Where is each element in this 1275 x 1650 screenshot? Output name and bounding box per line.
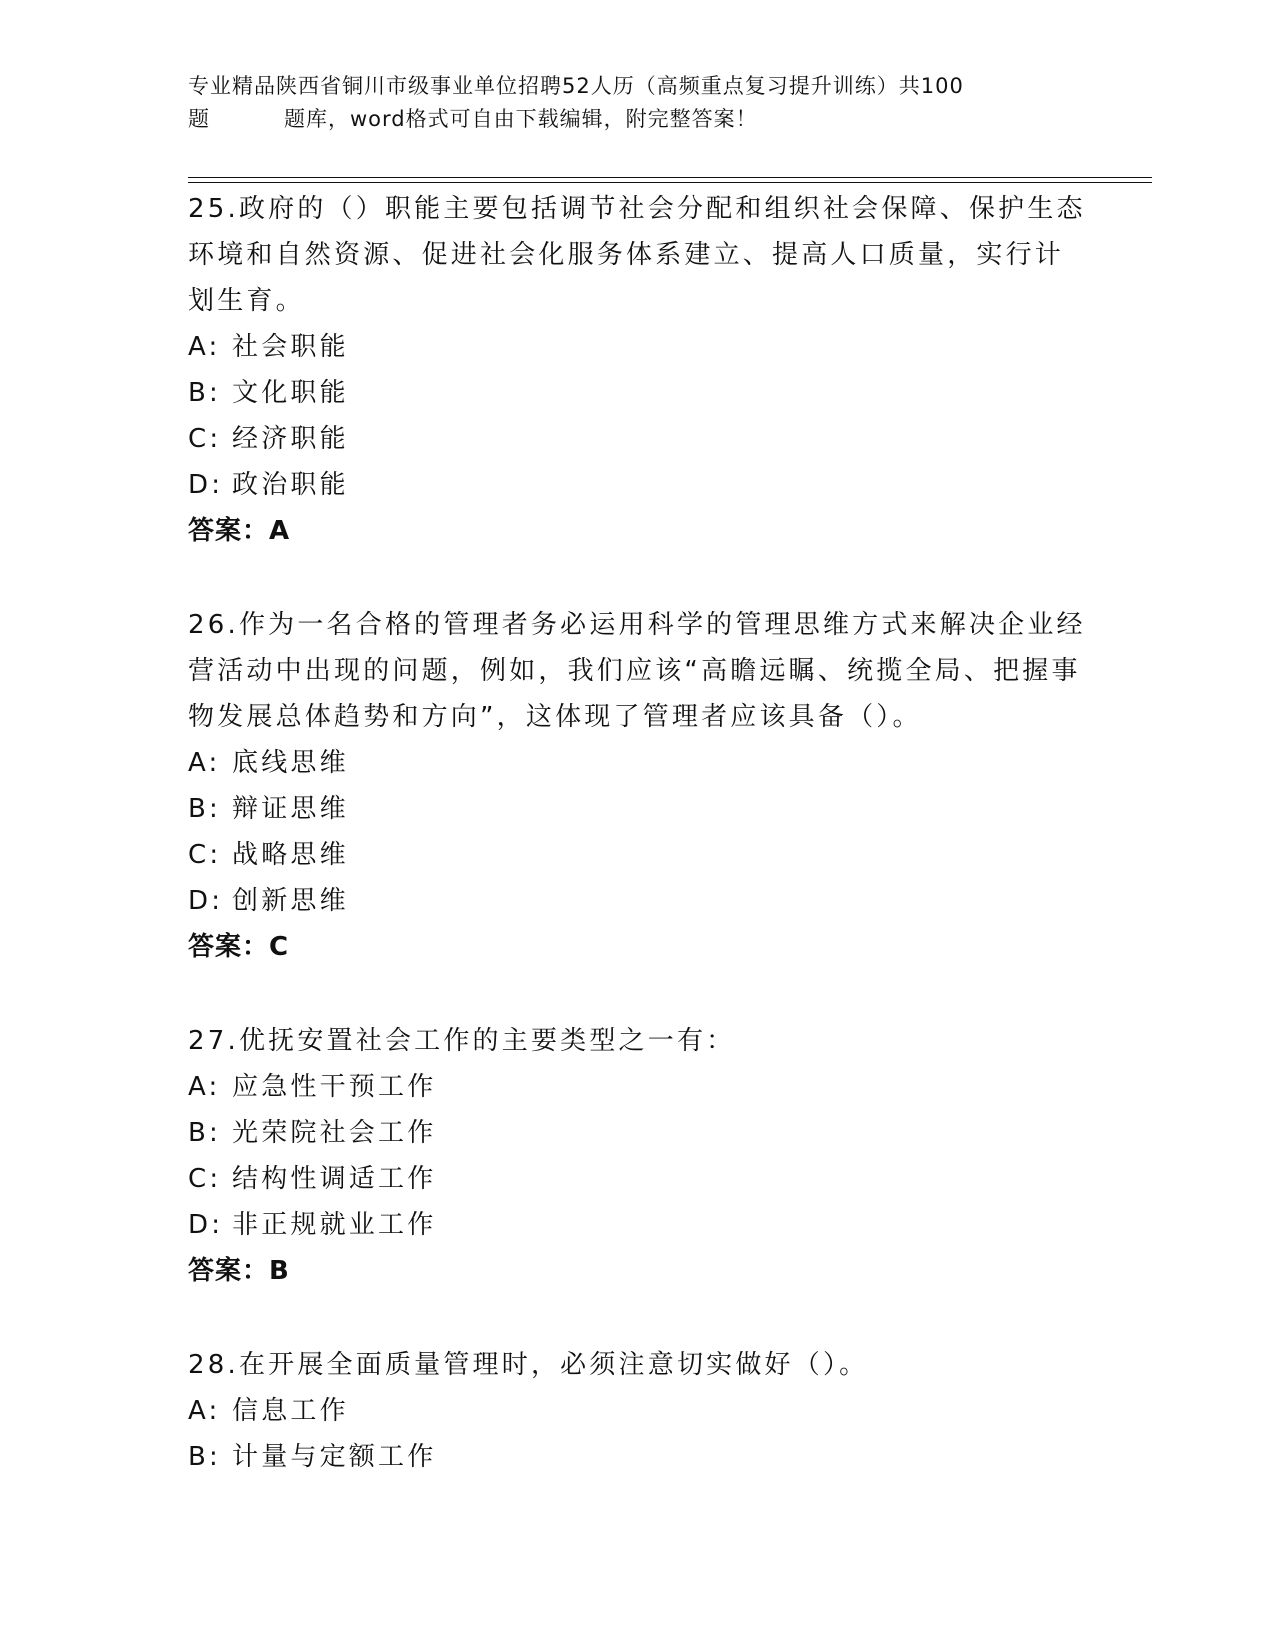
- option-text: 结构性调适工作: [232, 1164, 437, 1194]
- option-letter: A:: [188, 332, 221, 362]
- option-letter: A:: [188, 1396, 221, 1426]
- option-text: 经济职能: [232, 424, 349, 454]
- option-text: 底线思维: [232, 748, 349, 778]
- option-letter: B:: [188, 378, 221, 408]
- option-b: [188, 1434, 1088, 1480]
- option-letter: A:: [188, 748, 221, 778]
- option-text: 非正规就业工作: [232, 1210, 437, 1240]
- question-25: [188, 186, 1088, 554]
- option-text: 辩证思维: [232, 794, 349, 824]
- option-letter: D:: [188, 470, 224, 500]
- option-letter: D:: [188, 886, 224, 916]
- option-text: 政治职能: [232, 470, 349, 500]
- option-b: [188, 1110, 1088, 1156]
- question-text: 28.在开展全面质量管理时，必须注意切实做好（）。: [188, 1350, 869, 1380]
- answer-line: 答案：B: [188, 1256, 290, 1286]
- header-divider-bottom: [188, 182, 1152, 183]
- question-26: [188, 602, 1088, 970]
- option-a: [188, 1064, 1088, 1110]
- option-a: [188, 740, 1088, 786]
- option-letter: C:: [188, 840, 222, 870]
- option-letter: D:: [188, 1210, 224, 1240]
- option-b: [188, 786, 1088, 832]
- question-text: 25.政府的（）职能主要包括调节社会分配和组织社会保障、保护生态环境和自然资源、促进社会化服务体系建立、提高人口质量，实行计划生育。: [188, 194, 1086, 316]
- option-b: [188, 370, 1088, 416]
- option-c: [188, 832, 1088, 878]
- option-c: [188, 416, 1088, 462]
- header-title-text: 专业精品陕西省铜川市级事业单位招聘52人历（高频重点复习提升训练）共100: [188, 74, 964, 98]
- option-text: 计量与定额工作: [232, 1442, 437, 1472]
- option-text: 应急性干预工作: [232, 1072, 437, 1102]
- option-a: [188, 1388, 1088, 1434]
- option-a: [188, 324, 1088, 370]
- header-line-2: [188, 103, 1068, 136]
- option-text: 战略思维: [232, 840, 349, 870]
- option-letter: C:: [188, 424, 222, 454]
- option-text: 信息工作: [232, 1396, 349, 1426]
- answer-line: 答案：C: [188, 932, 290, 962]
- answer-line: 答案：A: [188, 516, 291, 546]
- option-d: [188, 878, 1088, 924]
- header-line-1: [188, 70, 1068, 103]
- option-letter: B:: [188, 1442, 221, 1472]
- header-divider-top: [188, 177, 1152, 178]
- option-letter: C:: [188, 1164, 222, 1194]
- document-header: [188, 70, 1068, 136]
- question-text: 27.优抚安置社会工作的主要类型之一有：: [188, 1026, 736, 1056]
- option-d: [188, 462, 1088, 508]
- question-27: [188, 1018, 1088, 1294]
- option-text: 光荣院社会工作: [232, 1118, 437, 1148]
- option-text: 社会职能: [232, 332, 349, 362]
- option-c: [188, 1156, 1088, 1202]
- question-list: [188, 186, 1088, 1528]
- header-title-lead: 题: [188, 107, 210, 131]
- option-letter: B:: [188, 1118, 221, 1148]
- option-letter: B:: [188, 794, 221, 824]
- option-d: [188, 1202, 1088, 1248]
- option-text: 文化职能: [232, 378, 349, 408]
- question-text: 26.作为一名合格的管理者务必运用科学的管理思维方式来解决企业经营活动中出现的问题，例如，我们应该“高瞻远瞩、统揽全局、把握事物发展总体趋势和方向”，这体现了管理者应该具备（）。: [188, 610, 1086, 732]
- option-letter: A:: [188, 1072, 221, 1102]
- header-subtitle-text: 题库，word格式可自由下载编辑，附完整答案！: [284, 107, 758, 131]
- question-28: [188, 1342, 1088, 1480]
- option-text: 创新思维: [232, 886, 349, 916]
